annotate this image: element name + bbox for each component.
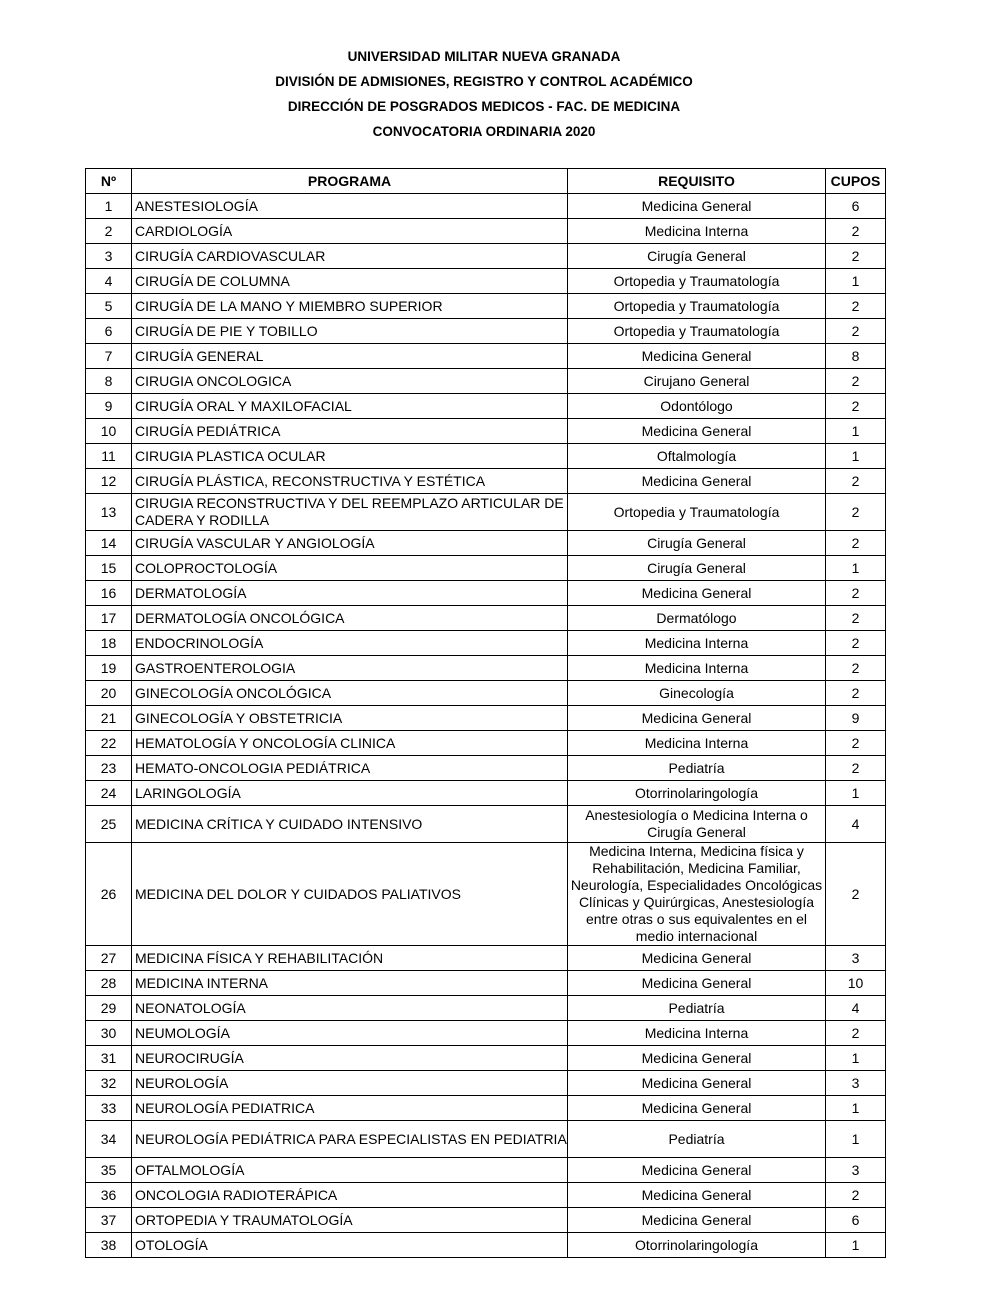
row-requirement: Cirujano General [568,369,826,394]
row-seats: 3 [826,946,886,971]
row-number: 4 [86,269,132,294]
row-seats: 2 [826,494,886,531]
table-row [86,1096,886,1121]
row-seats: 6 [826,194,886,219]
table-row [86,269,886,294]
row-number: 37 [86,1208,132,1233]
row-number: 25 [86,806,132,843]
direction-title: DIRECCIÓN DE POSGRADOS MEDICOS - FAC. DE MEDICINA [287,99,681,114]
row-number: 31 [86,1046,132,1071]
row-seats: 2 [826,631,886,656]
row-program: CIRUGÍA DE LA MANO Y MIEMBRO SUPERIOR [132,294,568,319]
table-row [86,1071,886,1096]
row-program: CIRUGÍA DE COLUMNA [132,269,568,294]
row-number: 35 [86,1158,132,1183]
row-seats: 1 [826,269,886,294]
row-requirement: Medicina General [568,1071,826,1096]
row-requirement: Medicina Interna, Medicina física y Rehabilitación, Medicina Familiar, Neurología, Especialidades Oncológicas Clínicas y Quirúrgicas, Anestesiología entre otras o sus equivalentes en el medio internacional [568,843,826,946]
row-number: 21 [86,706,132,731]
row-seats: 1 [826,1121,886,1158]
row-requirement: Medicina General [568,1046,826,1071]
row-requirement: Medicina General [568,1208,826,1233]
row-number: 30 [86,1021,132,1046]
row-requirement: Pediatría [568,756,826,781]
row-requirement: Pediatría [568,996,826,1021]
row-program: GASTROENTEROLOGIA [132,656,568,681]
row-number: 9 [86,394,132,419]
row-program: ANESTESIOLOGÍA [132,194,568,219]
table-row [86,946,886,971]
row-number: 33 [86,1096,132,1121]
row-requirement: Medicina General [568,581,826,606]
row-number: 28 [86,971,132,996]
row-requirement: Ortopedia y Traumatología [568,319,826,344]
row-program: DERMATOLOGÍA [132,581,568,606]
row-number: 11 [86,444,132,469]
university-title: UNIVERSIDAD MILITAR NUEVA GRANADA [347,49,621,64]
row-program: GINECOLOGÍA ONCOLÓGICA [132,681,568,706]
column-header-number: Nº [86,169,132,194]
programs-table [85,168,886,1258]
row-program: MEDICINA FÍSICA Y REHABILITACIÓN [132,946,568,971]
row-program: NEUROLOGÍA [132,1071,568,1096]
row-number: 7 [86,344,132,369]
table-row [86,419,886,444]
row-seats: 1 [826,1046,886,1071]
row-number: 18 [86,631,132,656]
row-requirement: Ginecología [568,681,826,706]
row-seats: 8 [826,344,886,369]
table-row [86,1233,886,1258]
call-title: CONVOCATORIA ORDINARIA 2020 [372,124,596,139]
row-requirement: Ortopedia y Traumatología [568,294,826,319]
division-title: DIVISIÓN DE ADMISIONES, REGISTRO Y CONTROL ACADÉMICO [275,74,693,89]
row-requirement: Dermatólogo [568,606,826,631]
row-seats: 2 [826,681,886,706]
table-row [86,494,886,531]
table-row [86,244,886,269]
row-requirement: Medicina General [568,971,826,996]
column-header-requirement: REQUISITO [568,169,826,194]
column-header-seats: CUPOS [826,169,886,194]
row-seats: 2 [826,394,886,419]
row-program: ENDOCRINOLOGÍA [132,631,568,656]
row-seats: 2 [826,1183,886,1208]
row-seats: 2 [826,469,886,494]
row-seats: 2 [826,606,886,631]
table-row [86,843,886,946]
row-requirement: Medicina Interna [568,1021,826,1046]
row-requirement: Medicina General [568,1096,826,1121]
table-row [86,656,886,681]
row-requirement: Medicina General [568,469,826,494]
row-program: CIRUGÍA ORAL Y MAXILOFACIAL [132,394,568,419]
table-row [86,294,886,319]
row-program: HEMATOLOGÍA Y ONCOLOGÍA CLINICA [132,731,568,756]
row-number: 24 [86,781,132,806]
row-program: CIRUGIA RECONSTRUCTIVA Y DEL REEMPLAZO ARTICULAR DE CADERA Y RODILLA [132,494,568,531]
row-program: COLOPROCTOLOGÍA [132,556,568,581]
row-seats: 2 [826,319,886,344]
row-requirement: Otorrinolaringología [568,781,826,806]
row-seats: 2 [826,731,886,756]
row-number: 10 [86,419,132,444]
row-requirement: Pediatría [568,1121,826,1158]
row-program: ONCOLOGIA RADIOTERÁPICA [132,1183,568,1208]
row-number: 26 [86,843,132,946]
row-number: 3 [86,244,132,269]
table-row [86,706,886,731]
row-number: 22 [86,731,132,756]
row-program: NEUROLOGÍA PEDIÁTRICA PARA ESPECIALISTAS EN PEDIATRIA [132,1121,568,1158]
row-program: CIRUGÍA PEDIÁTRICA [132,419,568,444]
row-requirement: Medicina Interna [568,731,826,756]
row-requirement: Medicina General [568,946,826,971]
table-header-row [86,169,886,194]
row-requirement: Anestesiología o Medicina Interna o Cirugía General [568,806,826,843]
table-row [86,194,886,219]
row-number: 23 [86,756,132,781]
row-requirement: Cirugía General [568,531,826,556]
table-row [86,756,886,781]
row-program: NEUROLOGÍA PEDIATRICA [132,1096,568,1121]
row-seats: 2 [826,531,886,556]
row-seats: 4 [826,806,886,843]
row-requirement: Cirugía General [568,244,826,269]
row-seats: 1 [826,1233,886,1258]
table-row [86,581,886,606]
row-program: NEONATOLOGÍA [132,996,568,1021]
row-program: CIRUGIA ONCOLOGICA [132,369,568,394]
row-requirement: Otorrinolaringología [568,1233,826,1258]
table-row [86,681,886,706]
row-program: CIRUGÍA PLÁSTICA, RECONSTRUCTIVA Y ESTÉTICA [132,469,568,494]
row-seats: 2 [826,656,886,681]
row-program: LARINGOLOGÍA [132,781,568,806]
row-seats: 3 [826,1071,886,1096]
row-program: NEUROCIRUGÍA [132,1046,568,1071]
row-number: 1 [86,194,132,219]
table-row [86,731,886,756]
row-program: OFTALMOLOGÍA [132,1158,568,1183]
row-seats: 2 [826,244,886,269]
row-program: MEDICINA CRÍTICA Y CUIDADO INTENSIVO [132,806,568,843]
table-row [86,996,886,1021]
row-number: 6 [86,319,132,344]
row-seats: 2 [826,843,886,946]
row-number: 36 [86,1183,132,1208]
row-program: ORTOPEDIA Y TRAUMATOLOGÍA [132,1208,568,1233]
row-seats: 4 [826,996,886,1021]
table-row [86,1158,886,1183]
table-row [86,806,886,843]
row-number: 16 [86,581,132,606]
row-seats: 9 [826,706,886,731]
row-requirement: Cirugía General [568,556,826,581]
row-number: 29 [86,996,132,1021]
row-requirement: Medicina General [568,1183,826,1208]
row-program: CIRUGÍA CARDIOVASCULAR [132,244,568,269]
row-number: 20 [86,681,132,706]
table-row [86,1183,886,1208]
row-program: MEDICINA INTERNA [132,971,568,996]
row-seats: 2 [826,581,886,606]
table-row [86,344,886,369]
row-requirement: Ortopedia y Traumatología [568,269,826,294]
row-program: OTOLOGÍA [132,1233,568,1258]
row-number: 34 [86,1121,132,1158]
row-seats: 6 [826,1208,886,1233]
row-number: 27 [86,946,132,971]
row-seats: 2 [826,219,886,244]
row-number: 5 [86,294,132,319]
row-seats: 1 [826,1096,886,1121]
row-requirement: Medicina General [568,419,826,444]
table-row [86,1208,886,1233]
table-body [86,194,886,1258]
table-row [86,556,886,581]
row-program: CIRUGIA PLASTICA OCULAR [132,444,568,469]
table-row [86,1121,886,1158]
row-number: 13 [86,494,132,531]
row-requirement: Medicina General [568,706,826,731]
row-number: 14 [86,531,132,556]
row-requirement: Medicina General [568,194,826,219]
row-requirement: Oftalmología [568,444,826,469]
column-header-program: PROGRAMA [132,169,568,194]
row-number: 38 [86,1233,132,1258]
row-program: CARDIOLOGÍA [132,219,568,244]
row-number: 19 [86,656,132,681]
table-row [86,631,886,656]
table-row [86,971,886,996]
row-number: 15 [86,556,132,581]
row-program: MEDICINA DEL DOLOR Y CUIDADOS PALIATIVOS [132,843,568,946]
table-row [86,531,886,556]
row-seats: 2 [826,369,886,394]
row-program: GINECOLOGÍA Y OBSTETRICIA [132,706,568,731]
row-requirement: Odontólogo [568,394,826,419]
table-row [86,469,886,494]
row-requirement: Medicina General [568,344,826,369]
table-row [86,219,886,244]
row-seats: 2 [826,1021,886,1046]
row-requirement: Ortopedia y Traumatología [568,494,826,531]
row-number: 12 [86,469,132,494]
row-program: NEUMOLOGÍA [132,1021,568,1046]
row-program: CIRUGÍA DE PIE Y TOBILLO [132,319,568,344]
table-row [86,394,886,419]
row-seats: 1 [826,444,886,469]
row-seats: 2 [826,756,886,781]
document-header [0,47,968,147]
row-seats: 1 [826,556,886,581]
row-seats: 10 [826,971,886,996]
row-requirement: Medicina General [568,1158,826,1183]
table-row [86,781,886,806]
row-program: HEMATO-ONCOLOGIA PEDIÁTRICA [132,756,568,781]
row-number: 32 [86,1071,132,1096]
row-requirement: Medicina Interna [568,631,826,656]
row-number: 8 [86,369,132,394]
row-requirement: Medicina Interna [568,656,826,681]
table-row [86,444,886,469]
table-row [86,369,886,394]
row-requirement: Medicina Interna [568,219,826,244]
table-row [86,606,886,631]
table-row [86,1021,886,1046]
table-row [86,319,886,344]
row-seats: 1 [826,419,886,444]
row-program: DERMATOLOGÍA ONCOLÓGICA [132,606,568,631]
row-program: CIRUGÍA VASCULAR Y ANGIOLOGÍA [132,531,568,556]
row-seats: 3 [826,1158,886,1183]
row-program: CIRUGÍA GENERAL [132,344,568,369]
row-seats: 2 [826,294,886,319]
row-number: 2 [86,219,132,244]
row-number: 17 [86,606,132,631]
row-seats: 1 [826,781,886,806]
table-row [86,1046,886,1071]
